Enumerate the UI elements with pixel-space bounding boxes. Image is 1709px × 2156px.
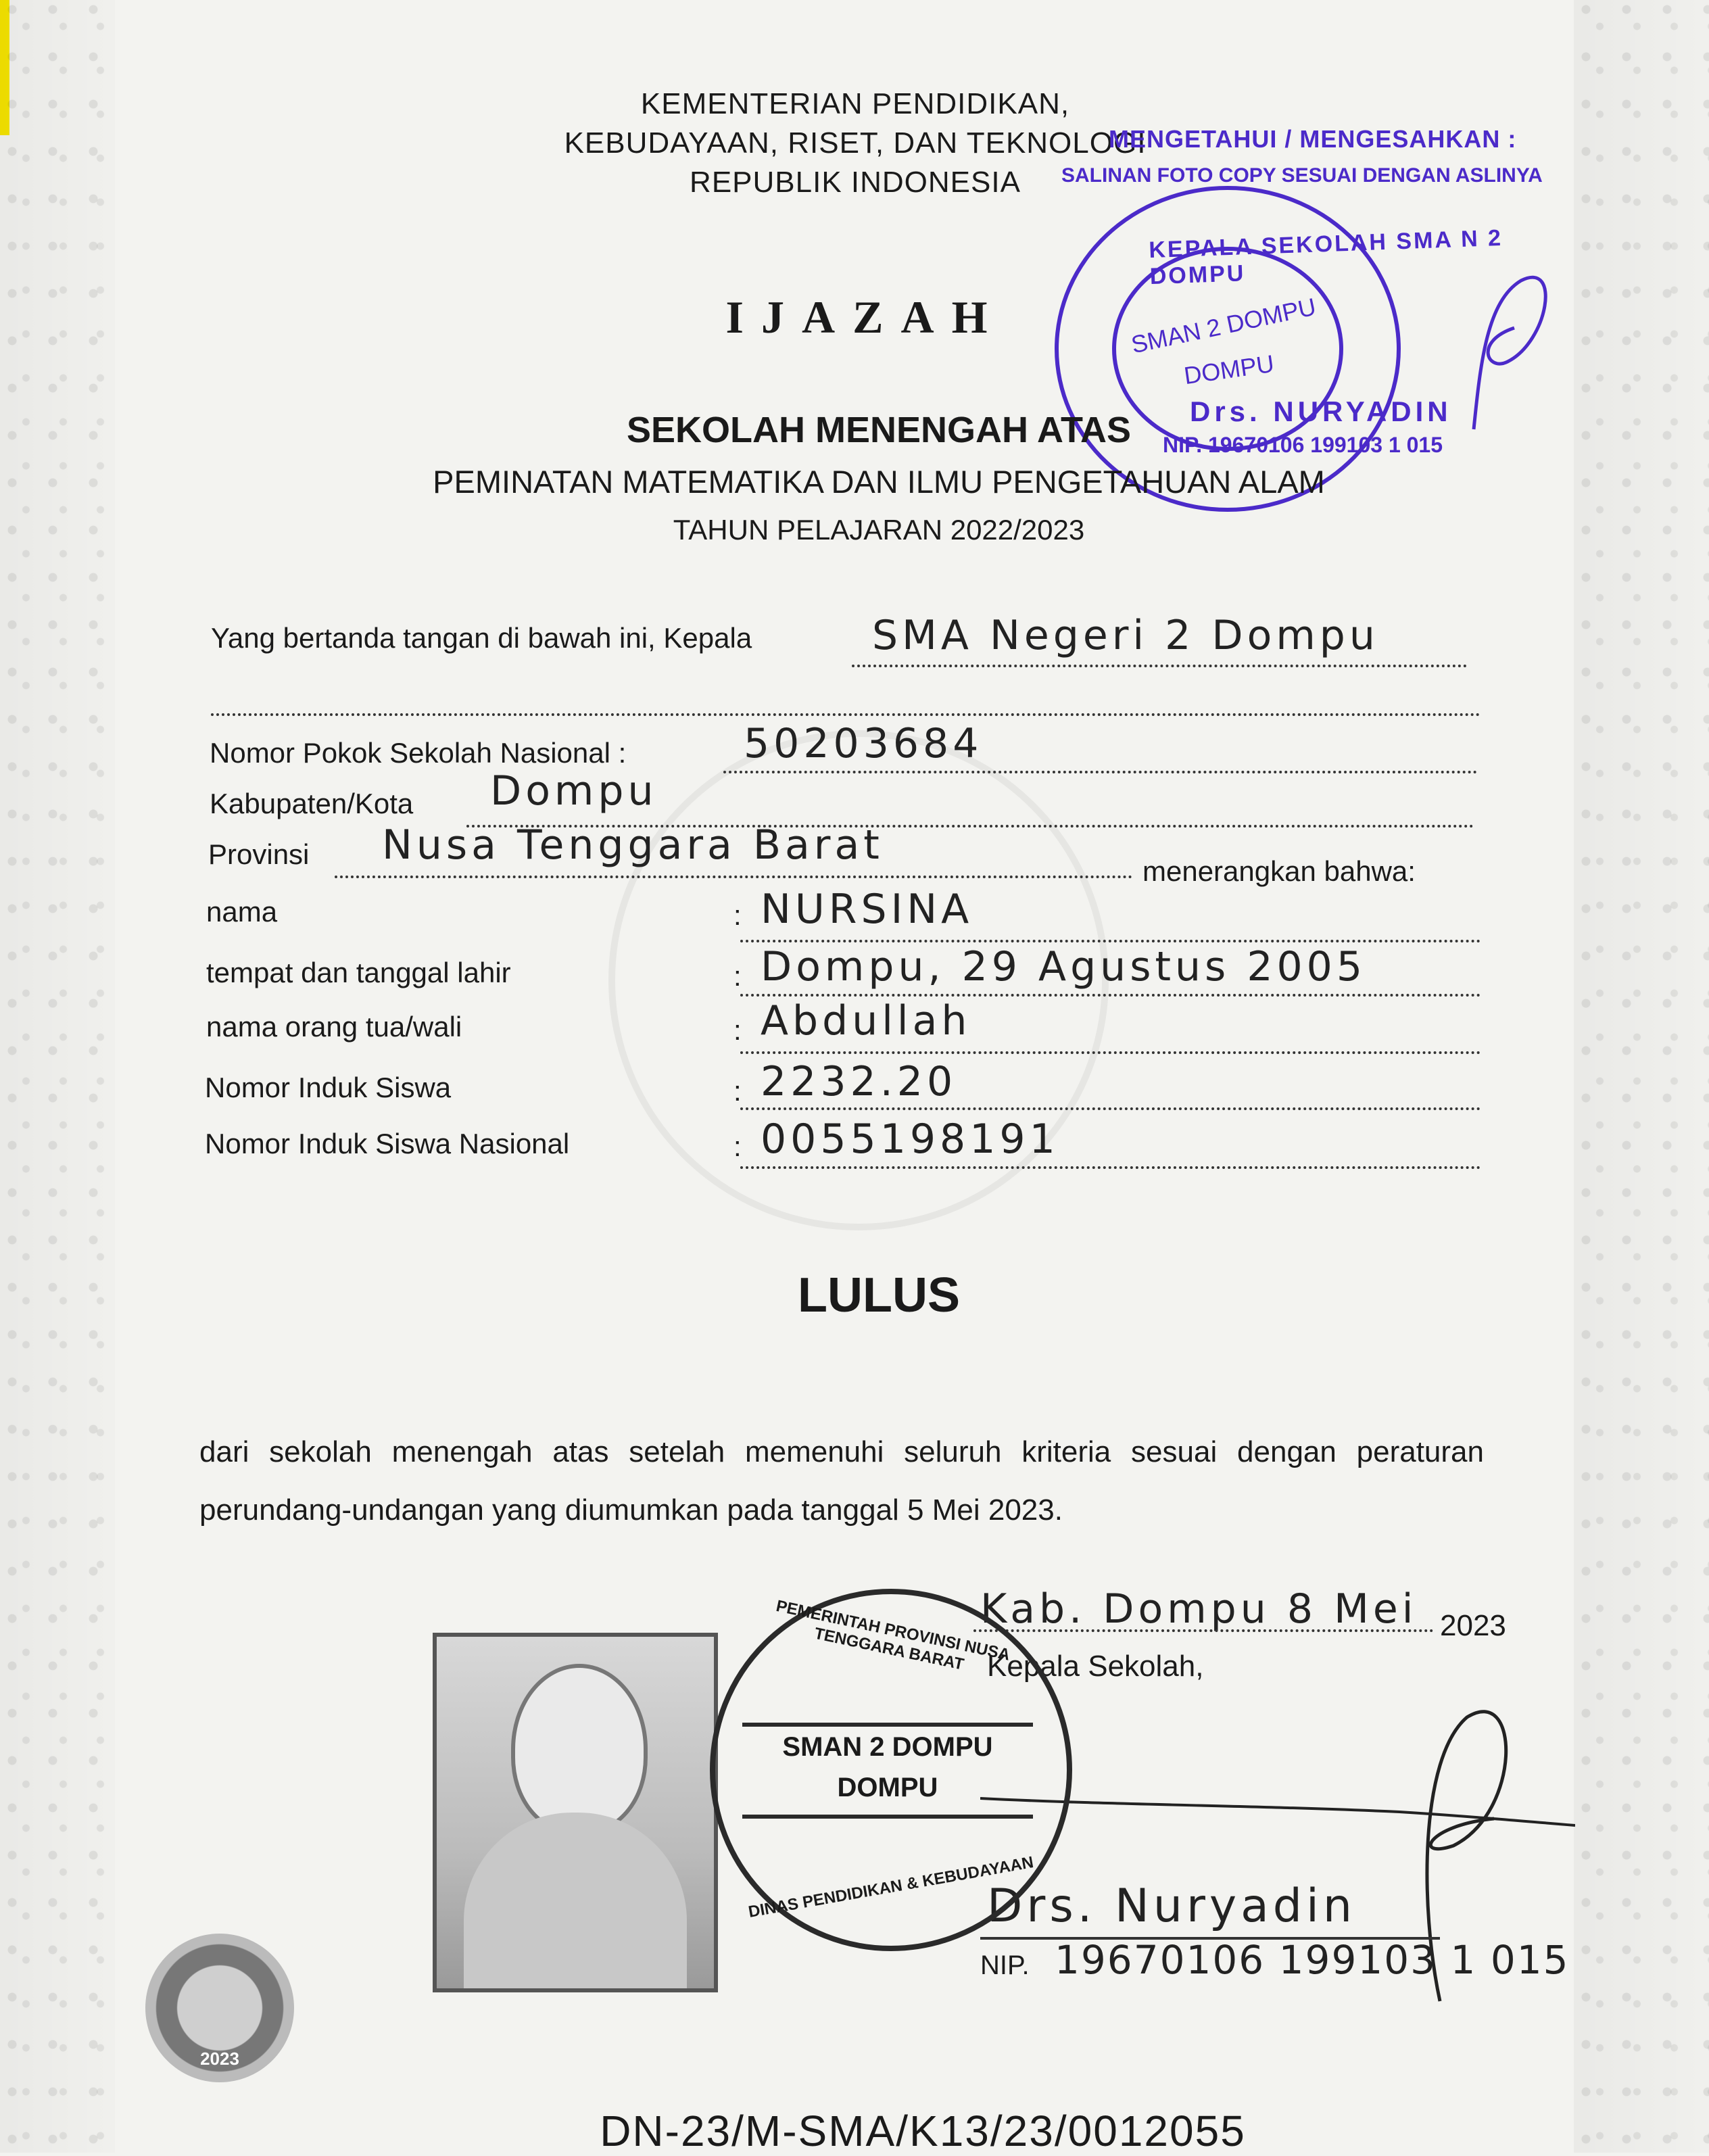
graduation-statement: dari sekolah menengah atas setelah memenuhi seluruh kriteria sesuai dengan peraturan perundang-undangan yang diumumkan pada tanggal 5 Mei 2023. <box>199 1435 1484 1527</box>
place-date-dotted-line <box>973 1629 1433 1632</box>
left-ornamental-border <box>0 0 115 2153</box>
province-value: Nusa Tenggara Barat <box>382 821 884 869</box>
birth-dotted-line <box>740 994 1481 997</box>
headmaster-nip-value: 19670106 199103 1 015 <box>1055 1937 1570 1983</box>
ministry-line-3: REPUBLIK INDONESIA <box>690 166 1021 199</box>
nis-dotted-line <box>740 1107 1481 1110</box>
student-photo <box>433 1633 718 1992</box>
headmaster-name: Drs. Nuryadin <box>987 1879 1356 1933</box>
photo-face-silhouette <box>511 1664 648 1834</box>
npsn-dotted-line <box>723 771 1477 773</box>
academic-year: TAHUN PELAJARAN 2022/2023 <box>673 514 1085 546</box>
tut-wuri-handayani-emblem <box>145 1934 294 2082</box>
birth-label: tempat dan tanggal lahir <box>206 957 511 988</box>
school-name-value: SMA Negeri 2 Dompu <box>872 612 1379 659</box>
legalization-line-1: MENGETAHUI / MENGESAHKAN : <box>1109 125 1517 153</box>
nis-colon: : <box>733 1075 742 1107</box>
intro-dotted-line-2 <box>211 713 1481 716</box>
intro-label: Yang bertanda tangan di bawah ini, Kepala <box>211 622 752 654</box>
signature-year: 2023 <box>1440 1609 1506 1642</box>
regency-value: Dompu <box>490 767 658 815</box>
birth-value: Dompu, 29 Agustus 2005 <box>761 943 1367 990</box>
emblem-year: 2023 <box>200 2049 239 2069</box>
school-seal-center <box>742 1723 1033 1819</box>
npsn-label: Nomor Pokok Sekolah Nasional : <box>210 737 627 769</box>
nisn-value: 0055198191 <box>761 1116 1059 1163</box>
school-seal-outer-text: PEMERINTAH PROVINSI NUSA TENGGARA BARAT <box>774 1596 1012 1674</box>
document-title: IJAZAH <box>725 291 1005 343</box>
study-program: PEMINATAN MATEMATIKA DAN ILMU PENGETAHUAN ALAM <box>433 464 1325 500</box>
legalization-line-2: SALINAN FOTO COPY SESUAI DENGAN ASLINYA <box>1061 164 1543 187</box>
ministry-line-2: KEBUDAYAAN, RISET, DAN TEKNOLOGI <box>564 126 1147 160</box>
graduation-result: LULUS <box>798 1268 960 1322</box>
intro-dotted-line <box>852 665 1467 667</box>
legalization-signature-mark <box>1433 260 1568 436</box>
parent-colon: : <box>733 1014 742 1046</box>
legalization-seal-sub: DOMPU <box>1182 349 1276 390</box>
photo-body-silhouette <box>464 1813 687 1988</box>
nisn-dotted-line <box>740 1166 1481 1169</box>
student-name-value: NURSINA <box>761 886 973 933</box>
npsn-value: 50203684 <box>744 720 983 767</box>
ministry-line-1: KEMENTERIAN PENDIDIKAN, <box>640 87 1070 120</box>
diploma-serial-number: DN-23/M-SMA/K13/23/0012055 <box>600 2107 1246 2155</box>
headmaster-nip-label: NIP. <box>980 1950 1030 1980</box>
parent-dotted-line <box>740 1051 1481 1054</box>
signature-role: Kepala Sekolah, <box>987 1650 1204 1683</box>
province-dotted-line <box>335 876 1132 878</box>
school-seal <box>710 1589 1072 1951</box>
name-colon: : <box>733 899 742 931</box>
nis-value: 2232.20 <box>761 1058 957 1105</box>
regency-label: Kabupaten/Kota <box>210 788 414 819</box>
certify-label: menerangkan bahwa: <box>1142 855 1416 887</box>
province-label: Provinsi <box>208 838 310 870</box>
legalization-nip: NIP. 19670106 199103 1 015 <box>1163 433 1443 457</box>
school-seal-center-line-2: DOMPU <box>837 1773 938 1802</box>
legalization-seal-text: SMAN 2 DOMPU <box>1128 292 1319 359</box>
legalization-line-3: KEPALA SEKOLAH SMA N 2 DOMPU <box>1148 224 1503 290</box>
right-ornamental-border <box>1574 0 1709 2153</box>
birth-colon: : <box>733 960 742 992</box>
school-seal-bottom-text: DINAS PENDIDIKAN & KEBUDAYAAN <box>747 1853 1035 1921</box>
signature-place-date: Kab. Dompu 8 Mei <box>980 1585 1418 1633</box>
nisn-label: Nomor Induk Siswa Nasional <box>205 1128 570 1159</box>
legalization-signer: Drs. NURYADIN <box>1190 396 1452 427</box>
nisn-colon: : <box>733 1130 742 1162</box>
parent-label: nama orang tua/wali <box>206 1011 462 1043</box>
name-dotted-line <box>740 940 1481 942</box>
parent-value: Abdullah <box>761 997 971 1045</box>
school-seal-center-line-1: SMAN 2 DOMPU <box>782 1732 993 1762</box>
name-label: nama <box>206 896 278 928</box>
school-level: SEKOLAH MENENGAH ATAS <box>626 410 1131 450</box>
nis-label: Nomor Induk Siswa <box>205 1072 452 1103</box>
